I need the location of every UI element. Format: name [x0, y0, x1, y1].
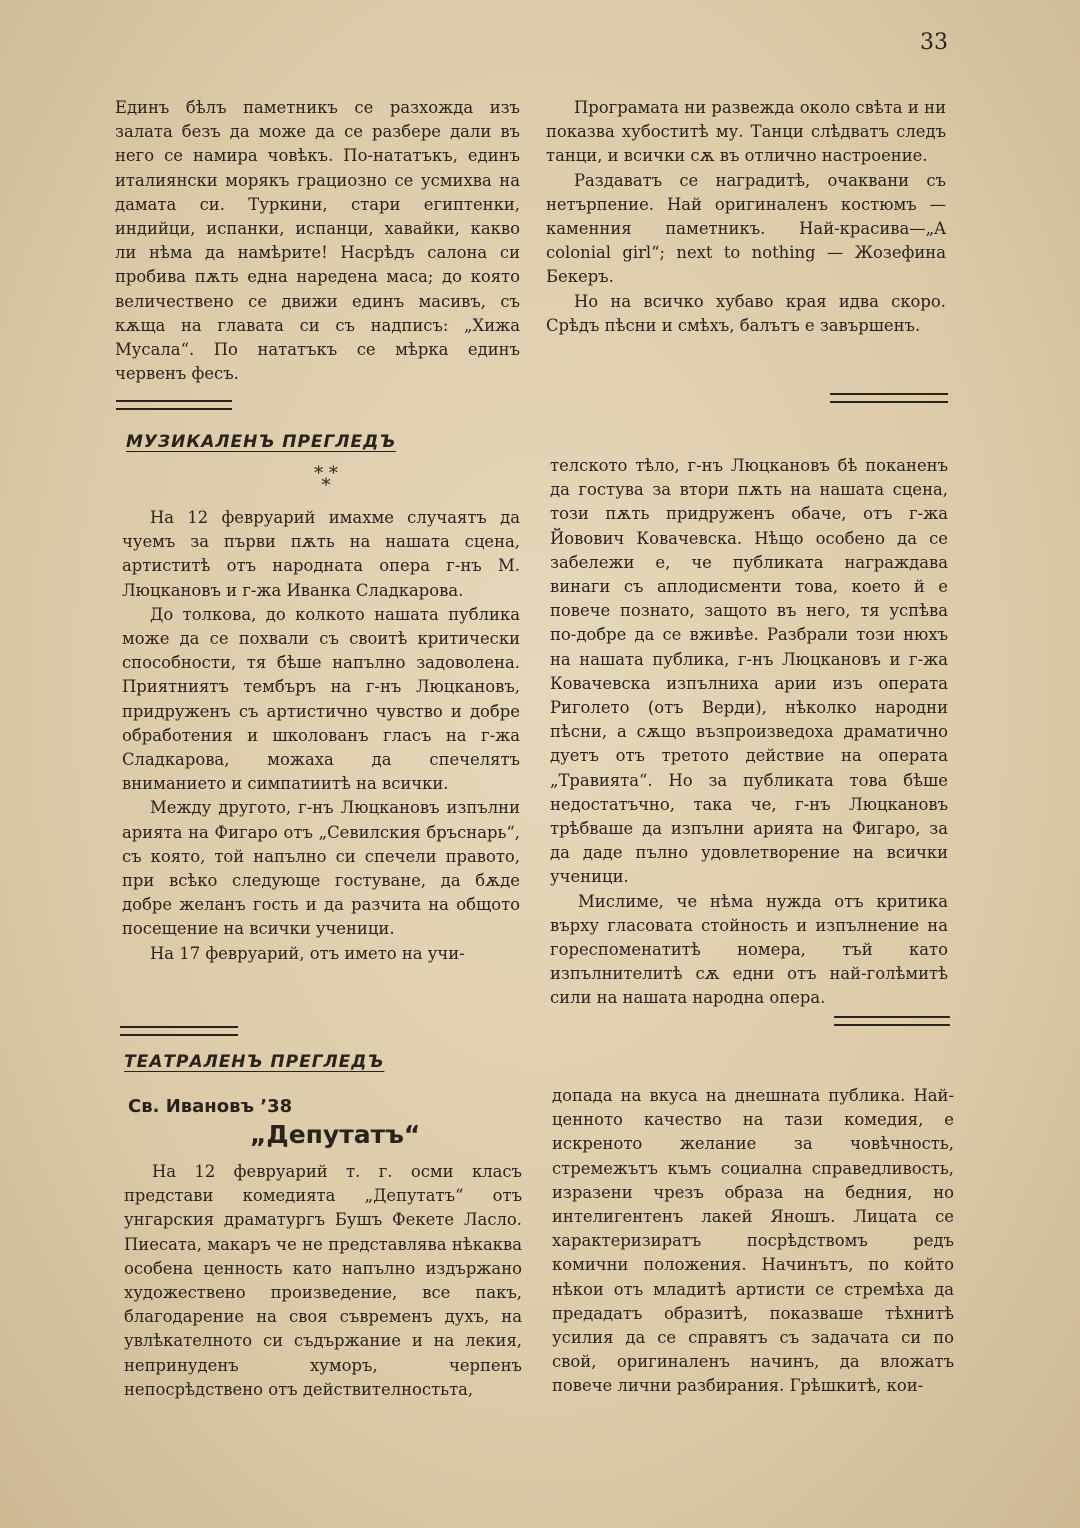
theatre-right-column [552, 1084, 954, 1399]
paragraph: телското тѣло, г-нъ Люцкановъ бѣ поканенъ да гостува за втори пѫть на нашата сцена, този пѫть придруженъ обаче, отъ г-жа Йовович Ковачевска. Нѣщо особено да се забележи е, че публиката награждава винаги съ аплодисменти това, което й е повече познато, защото въ него, тя успѣва по-добре да се вживѣе. Разбрали този нюхъ на нашата публика, г-нъ Люцкановъ и г-жа Ковачевска изпълниха арии изъ операта Риголето (отъ Верди), нѣколко народни пѣсни, а сѫщо възпроизведоха драматично дуетъ отъ третото действие на операта „Травията“. Но за публиката това бѣше недостатъчно, така че, г-нъ Люцкановъ трѣбваше да изпълни арията на Фигаро, за да даде пълно удовлетворение на всички ученици. [550, 456, 948, 887]
paragraph: Но на всичко хубаво края идва скоро. Срѣдъ пѣсни и смѣхъ, балътъ е завършенъ. [546, 291, 946, 335]
theatre-left-column [124, 1160, 522, 1402]
section-divider [116, 400, 232, 410]
paragraph: На 17 февруарий, отъ името на учи- [150, 943, 465, 963]
ornament [296, 463, 356, 496]
paragraph: Раздаватъ се наградитѣ, очаквани съ нетърпение. Най оригиналенъ костюмъ — каменния паметникъ. Най-красива—„A colonial girl“; next to nothing — Жозефина Бекеръ. [546, 170, 946, 287]
paragraph: На 12 февруарий т. г. осми класъ представи комедията „Депутатъ“ отъ унгарския драматургъ Бушъ Фекете Ласло. Пиесата, макаръ че не представлява нѣкаква особена ценность като напълно издържано художествено произведение, все пакъ, благодарение на своя съвременъ духъ, на увлѣкателното си съдържание и на лекия, непринуденъ хуморъ, черпенъ непосрѣдствено отъ действителностьта, [124, 1162, 522, 1399]
music-left-column [122, 506, 520, 966]
paragraph: Между другото, г-нъ Люцкановъ изпълни арията на Фигаро отъ „Севилския бръснарь“, съ която, той напълно си спечели правото, при всѣко следующе гостуване, да бѫде добре желанъ гость и да разчита на общото посещение на всички ученици. [122, 798, 520, 939]
paragraph: Мислиме, че нѣма нужда отъ критика върху гласовата стойность и изпълнение на гореспоменатитѣ номера, тъй като изпълнителитѣ сѫ едни отъ най-голѣмитѣ сили на нашата народна опера. [550, 891, 948, 1008]
theatre-review-heading: ТЕАТРАЛЕНЪ ПРЕГЛЕДЪ [124, 1052, 385, 1072]
section-divider [834, 1016, 950, 1026]
page-number: 33 [920, 30, 948, 55]
paragraph: Единъ бѣлъ паметникъ се разхожда изъ залата безъ да може да се разбере дали въ него се намира човѣкъ. По-нататъкъ, единъ италиянски морякъ грациозно се усмихва на дамата си. Туркини, стари египтенки, индийци, испанки, испанци, хавайки, какво ли нѣма да намѣрите! Насрѣдъ салона си пробива пѫть една наредена маса; до която величествено се движи единъ масивъ, съ кѫща на главата си съ надписъ: „Хижа Мусала“. По нататъкъ се мѣрка единъ червенъ фесъ. [115, 98, 520, 384]
play-title: „Депутатъ“ [250, 1120, 421, 1149]
article-author: Св. Ивановъ ’38 [128, 1096, 293, 1117]
paragraph: На 12 февруарий имахме случаятъ да чуемъ за първи пѫть на нашата сцена, артиститѣ отъ народната опера г-нъ М. Люцкановъ и г-жа Иванка Сладкарова. [122, 508, 520, 600]
section-divider [120, 1026, 238, 1036]
section-divider [830, 393, 948, 403]
top-right-column [546, 96, 946, 338]
ornament-stars: * * * [314, 463, 338, 496]
paragraph: Програмата ни развежда около свѣта и ни показва хубоститѣ му. Танци слѣдватъ следъ танци, и всички сѫ въ отлично настроение. [546, 98, 946, 166]
music-review-heading: МУЗИКАЛЕНЪ ПРЕГЛЕДЪ [126, 432, 397, 452]
paragraph: допада на вкуса на днешната публика. Най-ценното качество на тази комедия, е искреното желание за човѣчность, стремежътъ къмъ социална справедливость, изразени чрезъ образа на бедния, но интелигентенъ лакей Яношъ. Лицата се характеризиратъ посрѣдствомъ редъ комични положения. Начинътъ, по който нѣкои отъ младитѣ артисти се стремѣха да предадатъ образитѣ, показваше тѣхнитѣ усилия да се справятъ съ задачата си по свой, оригиналенъ начинъ, да вложатъ повече лични разбирания. Грѣшкитѣ, кои- [552, 1086, 954, 1396]
top-left-column [115, 96, 520, 386]
paragraph: До толкова, до колкото нашата публика може да се похвали съ своитѣ критически способности, тя бѣше напълно задоволена. Приятниятъ тембъръ на г-нъ Люцкановъ, придруженъ съ артистично чувство и добре обработения и школованъ гласъ на г-жа Сладкарова, можаха да спечелятъ вниманието и симпатиитѣ на всички. [122, 604, 520, 794]
music-right-column [550, 454, 948, 1011]
